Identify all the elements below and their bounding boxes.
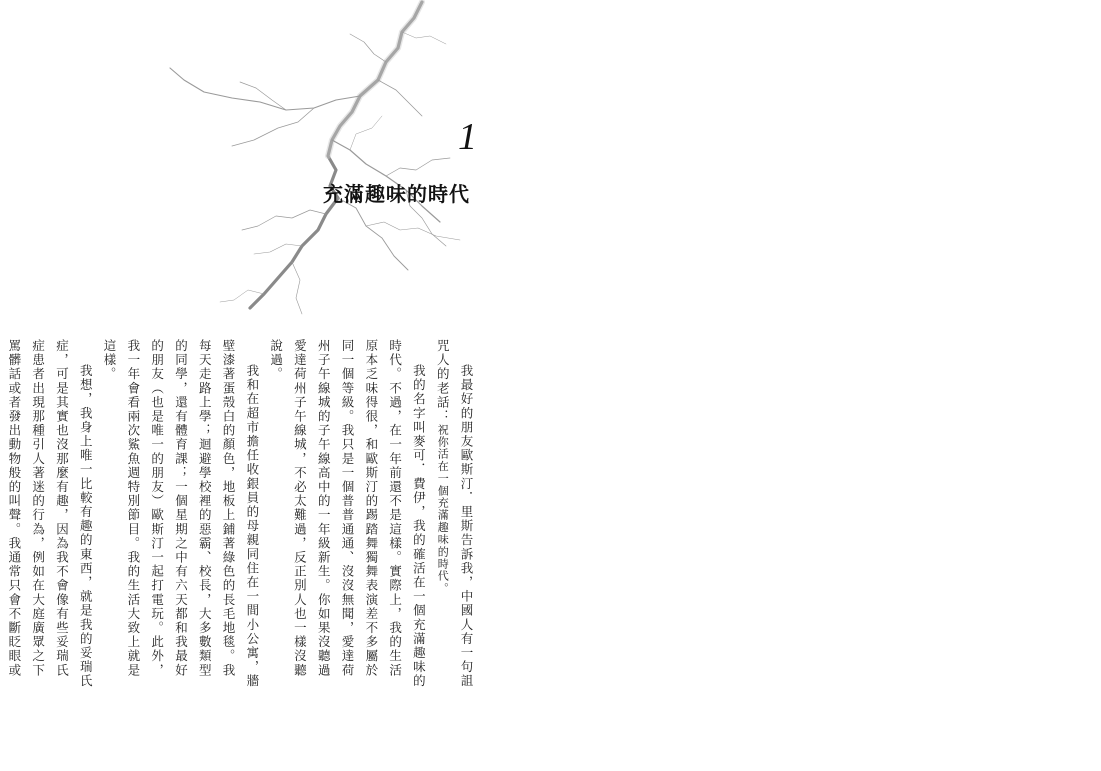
lightning-bolt-icon (160, 0, 480, 320)
chapter-title: 充滿趣味的時代 (323, 182, 470, 206)
curse-quote: 祝你活在一個充滿趣味的時代。 (436, 423, 450, 595)
paragraph: 我和在超市擔任收銀員的母親同住在一間小公寓，牆壁漆著蛋殼白的顏色，地板上鋪著綠色的長毛地毯。我每天走路上學；迴避學校裡的惡霸、校長，大多數類型的同學，還有體育課；一個星期之中有六天都和我最好的朋友（也是唯一的朋友）歐斯汀一起打電玩。此外，我一年會看兩次鯊魚週特別節目。我的生活大致上就是這樣。 (102, 339, 260, 689)
chapter-body-text (6, 339, 478, 689)
paragraph: 我想，我身上唯一比較有趣的東西，就是我的妥瑞氏症，可是其實也沒那麼有趣，因為我不會像有些妥瑞氏症患者出現那種引人著迷的行為，例如在大庭廣眾之下罵髒話或者發出動物般的叫聲。我通常只會不斷眨眼或 (6, 339, 94, 689)
paragraph-lead: 我最好的朋友歐斯汀．里斯告訴我，中國人有一句詛咒人的老話： (435, 339, 474, 689)
chapter-number: 1 (458, 116, 477, 158)
paragraph: 我的名字叫麥可．費伊，我的確活在一個充滿趣味的時代。不過，在一年前還不是這樣。實際上，我的生活原本乏味得很，和歐斯汀的踢踏舞獨舞表演差不多屬於同一個等級。我只是一個普普通通、沒沒無聞，愛達荷州子午線城的子午線高中的一年級新生。你如果沒聽過愛達荷州子午線城，不必太難過，反正別人也一樣沒聽說過。 (268, 339, 427, 689)
paragraph (430, 339, 478, 689)
